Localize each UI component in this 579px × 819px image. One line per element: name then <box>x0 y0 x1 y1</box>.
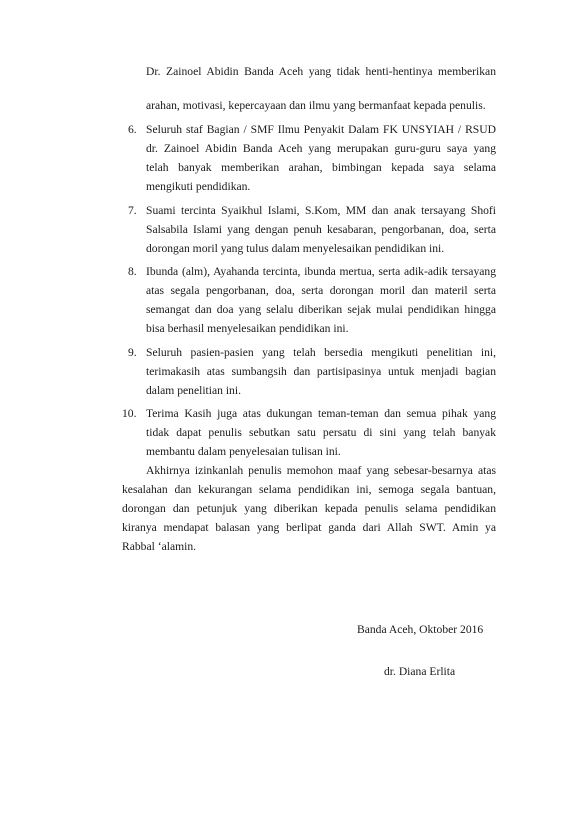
list-item-line: dalam penelitian ini. <box>146 384 241 397</box>
list-item-line: mengikuti pendidikan. <box>146 180 251 193</box>
closing-line: kiranya mendapat balasan yang berlipat ganda dari Allah SWT. Amin ya <box>122 521 496 534</box>
closing-line: Akhirnya izinkanlah penulis memohon maaf yang sebesar-besarnya atas <box>146 464 496 477</box>
signatory-name: dr. Diana Erlita <box>384 665 456 678</box>
closing-line: dorongan dan petunjuk yang diberikan kepada penulis selama pendidikan <box>122 502 496 515</box>
list-item-line: dr. Zainoel Abidin Banda Aceh yang merupakan guru-guru saya yang <box>146 142 496 155</box>
list-item-line: bisa berhasil menyelesaikan pendidikan ini. <box>146 322 349 335</box>
list-number: 10. <box>122 407 137 420</box>
list-item-line: Seluruh pasien-pasien yang telah bersedia mengikuti penelitian ini, <box>146 346 496 359</box>
list-number: 9. <box>128 346 137 359</box>
list-item-line: semangat dan doa yang selalu diberikan sejak mulai pendidikan hingga <box>146 303 496 316</box>
list-item-line: tidak dapat penulis sebutkan satu persatu di sini yang telah banyak <box>146 426 496 439</box>
closing-line: kesalahan dan kekurangan selama pendidikan ini, semoga segala bantuan, <box>122 483 496 496</box>
list-item-line: membantu dalam penyelesaian tulisan ini. <box>146 445 341 458</box>
closing-line: Rabbal ‘alamin. <box>122 540 197 553</box>
list-item-line: Suami tercinta Syaikhul Islami, S.Kom, MM dan anak tersayang Shofi <box>146 204 496 217</box>
list-item-line: Ibunda (alm), Ayahanda tercinta, ibunda mertua, serta adik-adik tersayang <box>146 265 496 278</box>
place-date: Banda Aceh, Oktober 2016 <box>357 623 484 636</box>
intro-line: Dr. Zainoel Abidin Banda Aceh yang tidak henti-hentinya memberikan <box>146 65 496 78</box>
list-item-line: Seluruh staf Bagian / SMF Ilmu Penyakit Dalam FK UNSYIAH / RSUD <box>146 123 496 136</box>
list-item-line: Salsabila Islami yang dengan penuh kesabaran, pengorbanan, doa, serta <box>146 223 496 236</box>
list-number: 7. <box>128 204 137 217</box>
list-item-line: terimakasih atas sumbangsih dan partisipasinya untuk menjadi bagian <box>146 365 496 378</box>
list-item-line: telah banyak memberikan arahan, bimbingan kepada saya selama <box>146 161 496 174</box>
intro-line: arahan, motivasi, kepercayaan dan ilmu yang bermanfaat kepada penulis. <box>146 99 486 112</box>
list-number: 6. <box>128 123 137 136</box>
list-number: 8. <box>128 265 137 278</box>
list-item-line: Terima Kasih juga atas dukungan teman-teman dan semua pihak yang <box>146 407 496 420</box>
list-item-line: dorongan moril yang tulus dalam menyelesaikan pendidikan ini. <box>146 242 445 255</box>
list-item-line: atas segala pengorbanan, doa, serta dorongan moril dan materil serta <box>146 284 496 297</box>
